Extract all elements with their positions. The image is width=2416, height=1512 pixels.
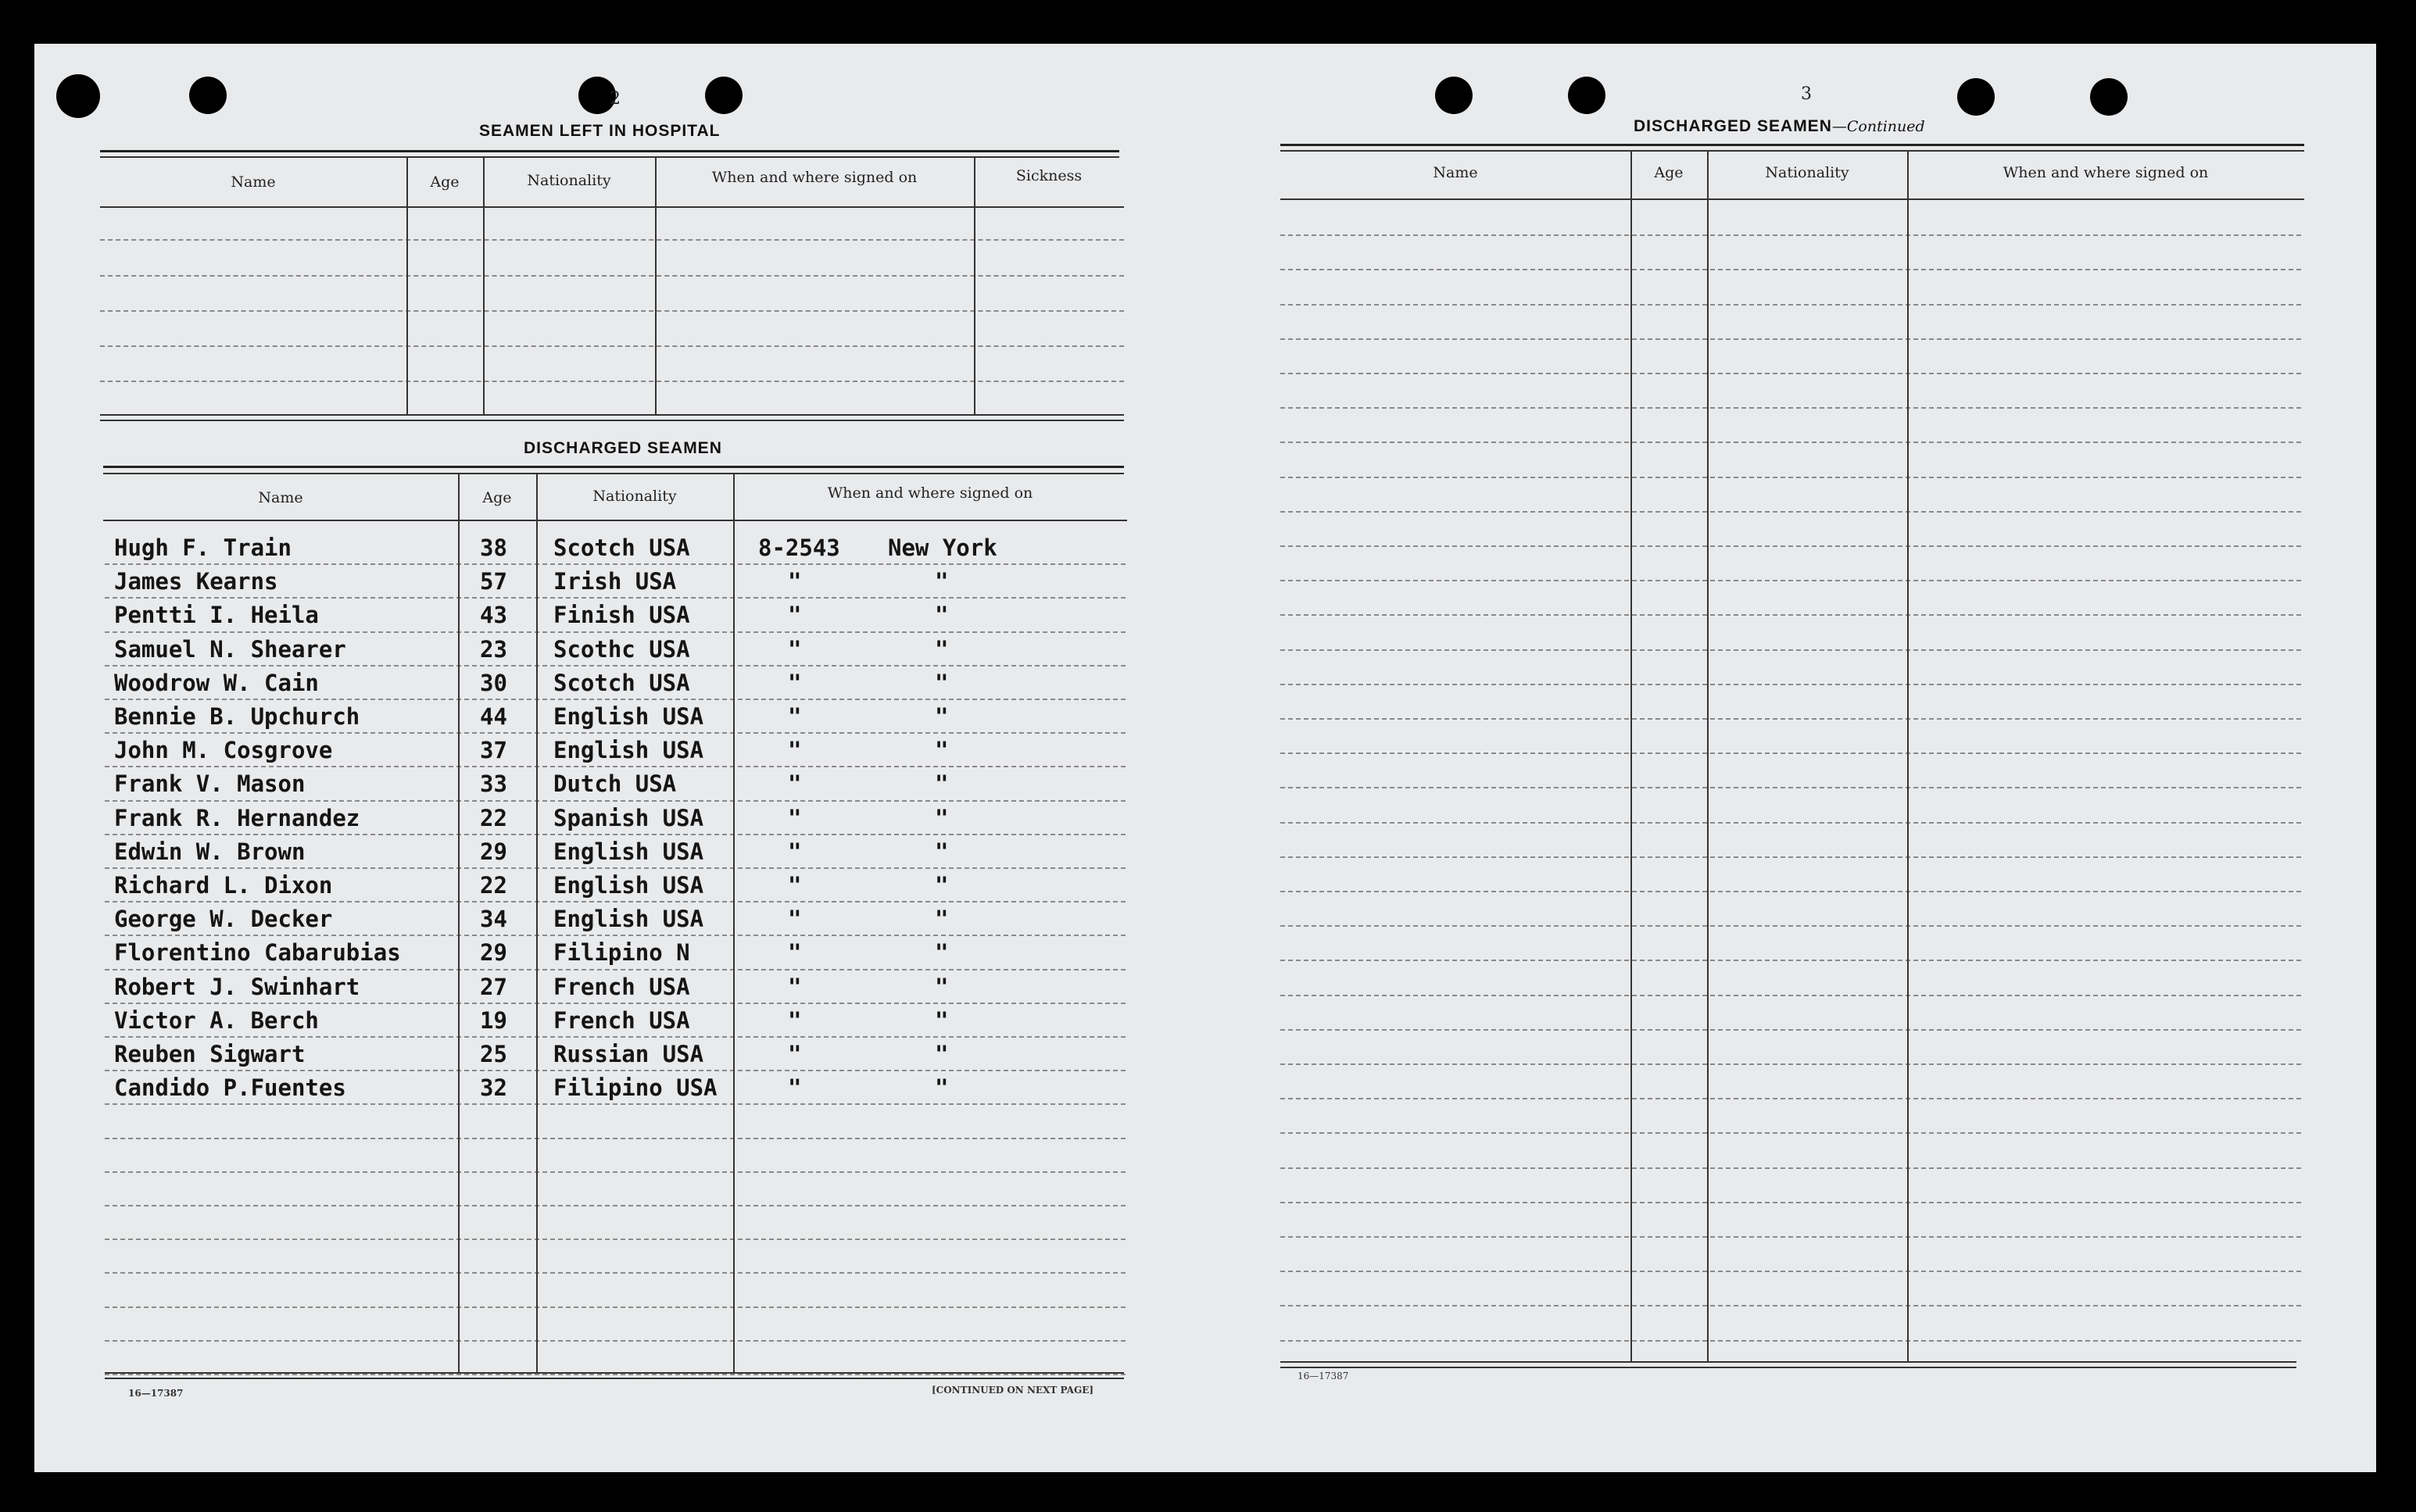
form-sheet bbox=[34, 44, 2376, 1472]
row-line bbox=[1280, 407, 2301, 409]
seaman-name: George W. Decker bbox=[114, 906, 333, 932]
seaman-name: Edwin W. Brown bbox=[114, 838, 306, 865]
signed-on-date: " bbox=[788, 906, 802, 932]
column-header: Age bbox=[1654, 164, 1684, 181]
seaman-name: Richard L. Dixon bbox=[114, 872, 333, 899]
row-line bbox=[105, 867, 1126, 869]
column-header: When and where signed on bbox=[827, 484, 1033, 502]
punch-hole bbox=[1957, 78, 1995, 116]
row-line bbox=[1280, 822, 2301, 824]
seaman-nationality: Finish USA bbox=[553, 602, 690, 628]
column-header: Sickness bbox=[1015, 167, 1083, 184]
seaman-nationality: French USA bbox=[553, 974, 690, 1000]
seaman-name: Frank R. Hernandez bbox=[114, 805, 360, 831]
column-divider bbox=[1907, 150, 1909, 1361]
row-line bbox=[1280, 1340, 2301, 1342]
seaman-age: 22 bbox=[480, 872, 507, 899]
row-line bbox=[1280, 787, 2301, 788]
column-header: Age bbox=[430, 173, 460, 191]
table-rule bbox=[105, 1378, 1124, 1379]
row-line bbox=[1280, 995, 2301, 996]
seaman-age: 23 bbox=[480, 636, 507, 663]
seaman-age: 22 bbox=[480, 805, 507, 831]
row-line bbox=[1280, 1029, 2301, 1031]
column-divider bbox=[1707, 150, 1709, 1361]
signed-on-date: 8-2543 bbox=[758, 534, 840, 561]
row-line bbox=[105, 1171, 1126, 1173]
punch-hole bbox=[189, 77, 227, 114]
seaman-age: 38 bbox=[480, 534, 507, 561]
row-line bbox=[105, 631, 1126, 633]
signed-on-place: " bbox=[935, 805, 949, 831]
seaman-nationality: Scotch USA bbox=[553, 534, 690, 561]
seaman-name: Bennie B. Upchurch bbox=[114, 703, 360, 730]
signed-on-date: " bbox=[788, 974, 802, 1000]
table-rule bbox=[103, 473, 1124, 474]
row-line bbox=[1280, 441, 2301, 443]
row-line bbox=[105, 834, 1126, 835]
table-rule bbox=[1280, 144, 2304, 146]
row-line bbox=[105, 597, 1126, 599]
column-header: Name bbox=[1433, 164, 1478, 181]
table-rule bbox=[1280, 198, 2304, 200]
punch-hole bbox=[2090, 78, 2128, 116]
signed-on-place: " bbox=[935, 770, 949, 797]
hospital-section-title: SEAMEN LEFT IN HOSPITAL bbox=[479, 122, 721, 140]
row-line bbox=[105, 732, 1126, 734]
row-line bbox=[100, 275, 1124, 277]
row-line bbox=[105, 901, 1126, 903]
signed-on-date: " bbox=[788, 1007, 802, 1034]
seaman-name: Reuben Sigwart bbox=[114, 1041, 306, 1067]
seaman-name: James Kearns bbox=[114, 568, 278, 595]
signed-on-place: " bbox=[935, 1041, 949, 1067]
column-header: Nationality bbox=[592, 488, 677, 505]
row-line bbox=[105, 1036, 1126, 1038]
seaman-age: 32 bbox=[480, 1074, 507, 1101]
row-line bbox=[1280, 1236, 2301, 1238]
row-line bbox=[1280, 614, 2301, 616]
seaman-nationality: Filipino USA bbox=[553, 1074, 718, 1101]
table-rule bbox=[1280, 1367, 2296, 1368]
column-header: When and where signed on bbox=[2003, 164, 2209, 181]
signed-on-place: New York bbox=[888, 534, 997, 561]
signed-on-date: " bbox=[788, 737, 802, 763]
seaman-age: 44 bbox=[480, 703, 507, 730]
signed-on-date: " bbox=[788, 636, 802, 663]
row-line bbox=[100, 381, 1124, 382]
punch-hole bbox=[56, 74, 100, 118]
signed-on-place: " bbox=[935, 906, 949, 932]
table-rule bbox=[100, 420, 1124, 421]
row-line bbox=[100, 239, 1124, 241]
row-line bbox=[1280, 856, 2301, 858]
row-line bbox=[1280, 752, 2301, 754]
row-line bbox=[105, 1070, 1126, 1071]
column-divider bbox=[483, 156, 485, 414]
continued-title-suffix: —Continued bbox=[1831, 118, 1925, 135]
row-line bbox=[1280, 1132, 2301, 1134]
signed-on-date: " bbox=[788, 703, 802, 730]
signed-on-date: " bbox=[788, 838, 802, 865]
row-line bbox=[105, 665, 1126, 667]
continued-note: [CONTINUED ON NEXT PAGE] bbox=[932, 1385, 1094, 1396]
row-line bbox=[105, 1306, 1126, 1308]
column-header: Name bbox=[258, 489, 303, 506]
row-line bbox=[1280, 1167, 2301, 1169]
seaman-name: Woodrow W. Cain bbox=[114, 670, 319, 696]
seaman-name: Florentino Cabarubias bbox=[114, 939, 401, 966]
signed-on-date: " bbox=[788, 602, 802, 628]
signed-on-place: " bbox=[935, 1007, 949, 1034]
signed-on-place: " bbox=[935, 636, 949, 663]
seaman-age: 37 bbox=[480, 737, 507, 763]
signed-on-date: " bbox=[788, 805, 802, 831]
seaman-name: Hugh F. Train bbox=[114, 534, 292, 561]
table-rule bbox=[103, 466, 1124, 468]
row-line bbox=[105, 935, 1126, 936]
signed-on-date: " bbox=[788, 670, 802, 696]
table-rule bbox=[100, 156, 1119, 158]
seaman-name: Victor A. Berch bbox=[114, 1007, 319, 1034]
seaman-age: 27 bbox=[480, 974, 507, 1000]
signed-on-place: " bbox=[935, 939, 949, 966]
row-line bbox=[1280, 511, 2301, 513]
signed-on-place: " bbox=[935, 737, 949, 763]
row-line bbox=[105, 800, 1126, 802]
signed-on-date: " bbox=[788, 939, 802, 966]
signed-on-date: " bbox=[788, 872, 802, 899]
signed-on-place: " bbox=[935, 872, 949, 899]
seaman-nationality: French USA bbox=[553, 1007, 690, 1034]
row-line bbox=[105, 1239, 1126, 1240]
row-line bbox=[105, 969, 1126, 970]
seaman-name: Candido P.Fuentes bbox=[114, 1074, 346, 1101]
row-line bbox=[1280, 1098, 2301, 1099]
continued-title-text: DISCHARGED SEAMEN bbox=[1634, 117, 1832, 135]
column-divider bbox=[974, 156, 975, 414]
punch-hole bbox=[1568, 77, 1605, 114]
table-rule bbox=[105, 1372, 1124, 1374]
row-line bbox=[1280, 373, 2301, 374]
signed-on-place: " bbox=[935, 974, 949, 1000]
signed-on-date: " bbox=[788, 1074, 802, 1101]
table-rule bbox=[1280, 150, 2304, 152]
column-header: Name bbox=[231, 173, 276, 191]
row-line bbox=[1280, 960, 2301, 961]
page-number: 3 bbox=[1801, 84, 1812, 104]
row-line bbox=[1280, 580, 2301, 581]
row-line bbox=[105, 1272, 1126, 1274]
seaman-age: 34 bbox=[480, 906, 507, 932]
seaman-name: Frank V. Mason bbox=[114, 770, 306, 797]
seaman-nationality: Filipino N bbox=[553, 939, 690, 966]
row-line bbox=[105, 1103, 1126, 1105]
column-divider bbox=[458, 473, 460, 1372]
row-line bbox=[105, 1340, 1126, 1342]
row-line bbox=[1280, 718, 2301, 720]
signed-on-place: " bbox=[935, 838, 949, 865]
table-rule bbox=[103, 520, 1127, 521]
seaman-name: Robert J. Swinhart bbox=[114, 974, 360, 1000]
punch-hole bbox=[705, 77, 743, 114]
row-line bbox=[105, 1138, 1126, 1139]
seaman-nationality: Irish USA bbox=[553, 568, 677, 595]
discharged-section-title: DISCHARGED SEAMEN bbox=[524, 439, 722, 457]
row-line bbox=[100, 310, 1124, 312]
row-line bbox=[1280, 304, 2301, 306]
signed-on-date: " bbox=[788, 1041, 802, 1067]
column-header: Age bbox=[482, 489, 512, 506]
row-line bbox=[1280, 684, 2301, 685]
column-header: Nationality bbox=[1765, 164, 1849, 181]
row-line bbox=[105, 1374, 1126, 1375]
column-divider bbox=[536, 473, 538, 1372]
form-number: 16—17387 bbox=[128, 1388, 184, 1399]
row-line bbox=[1280, 1305, 2301, 1306]
column-header: Nationality bbox=[527, 172, 611, 189]
seaman-age: 43 bbox=[480, 602, 507, 628]
row-line bbox=[1280, 925, 2301, 927]
table-rule bbox=[100, 206, 1124, 208]
seaman-age: 30 bbox=[480, 670, 507, 696]
row-line bbox=[105, 766, 1126, 767]
row-line bbox=[105, 1003, 1126, 1004]
seaman-name: John M. Cosgrove bbox=[114, 737, 333, 763]
seaman-nationality: Russian USA bbox=[553, 1041, 704, 1067]
signed-on-place: " bbox=[935, 1074, 949, 1101]
seaman-nationality: Scotch USA bbox=[553, 670, 690, 696]
table-rule bbox=[100, 150, 1119, 152]
seaman-age: 33 bbox=[480, 770, 507, 797]
seaman-age: 29 bbox=[480, 939, 507, 966]
seaman-age: 57 bbox=[480, 568, 507, 595]
seaman-nationality: English USA bbox=[553, 703, 704, 730]
table-rule bbox=[100, 414, 1124, 416]
column-divider bbox=[655, 156, 657, 414]
row-line bbox=[1280, 1202, 2301, 1203]
row-line bbox=[1280, 269, 2301, 270]
row-line bbox=[1280, 1271, 2301, 1272]
row-line bbox=[105, 563, 1126, 565]
row-line bbox=[100, 345, 1124, 347]
column-divider bbox=[1630, 150, 1632, 1361]
row-line bbox=[105, 1205, 1126, 1206]
seaman-age: 25 bbox=[480, 1041, 507, 1067]
seaman-nationality: English USA bbox=[553, 737, 704, 763]
seaman-nationality: Spanish USA bbox=[553, 805, 704, 831]
punch-hole bbox=[1435, 77, 1473, 114]
seaman-age: 29 bbox=[480, 838, 507, 865]
row-line bbox=[1280, 234, 2301, 236]
row-line bbox=[1280, 649, 2301, 651]
row-line bbox=[1280, 338, 2301, 340]
row-line bbox=[1280, 545, 2301, 547]
row-line bbox=[1280, 1063, 2301, 1065]
row-line bbox=[1280, 891, 2301, 892]
signed-on-place: " bbox=[935, 703, 949, 730]
continued-section-title bbox=[1634, 117, 1925, 136]
seaman-age: 19 bbox=[480, 1007, 507, 1034]
column-header: When and where signed on bbox=[711, 169, 918, 186]
row-line bbox=[1280, 477, 2301, 478]
signed-on-date: " bbox=[788, 770, 802, 797]
seaman-nationality: Dutch USA bbox=[553, 770, 677, 797]
signed-on-place: " bbox=[935, 568, 949, 595]
seaman-name: Pentti I. Heila bbox=[114, 602, 319, 628]
seaman-nationality: English USA bbox=[553, 872, 704, 899]
column-divider bbox=[406, 156, 408, 414]
seaman-nationality: English USA bbox=[553, 906, 704, 932]
table-rule bbox=[1280, 1361, 2296, 1363]
column-divider bbox=[733, 473, 735, 1372]
page-number: 2 bbox=[610, 89, 621, 109]
row-line bbox=[105, 699, 1126, 700]
signed-on-date: " bbox=[788, 568, 802, 595]
seaman-nationality: Scothc USA bbox=[553, 636, 690, 663]
seaman-nationality: English USA bbox=[553, 838, 704, 865]
seaman-name: Samuel N. Shearer bbox=[114, 636, 346, 663]
signed-on-place: " bbox=[935, 602, 949, 628]
signed-on-place: " bbox=[935, 670, 949, 696]
form-number: 16—17387 bbox=[1297, 1371, 1349, 1382]
